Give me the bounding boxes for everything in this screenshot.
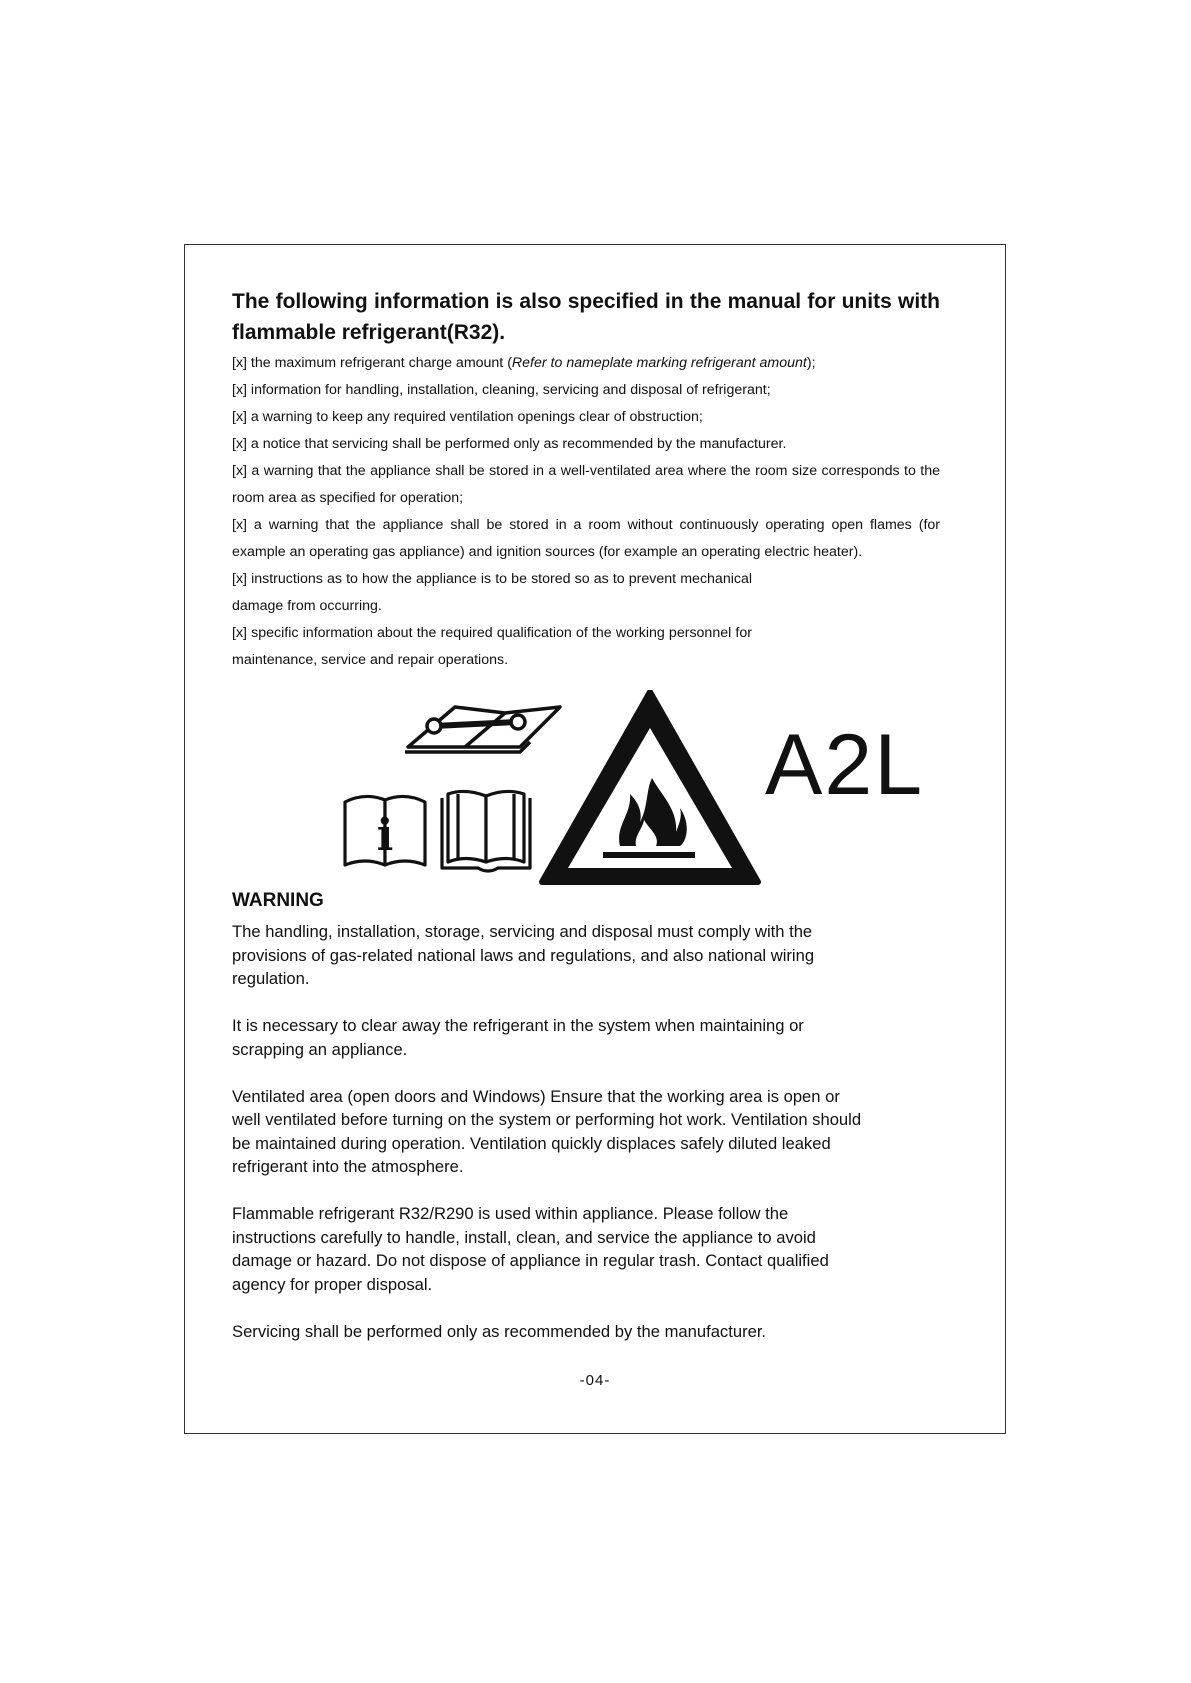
paragraph: Ventilated area (open doors and Windows) Ensure that the working area is open or well ventilated before turning on the system or performing hot work. Ventilation should be maintained during operation. Ventilation quickly displaces safely diluted leaked refrigerant into the atmosphere. [232,1086,862,1176]
info-glyph: i [376,810,394,861]
list-item: [x] a notice that servicing shall be performed only as recommended by the manufacturer. [232,436,787,452]
list-item-italic: Refer to nameplate marking refrigerant amount [511,355,807,371]
list-item [232,350,940,377]
list-item: [x] a warning that the appliance shall be stored in a well-ventilated area where the room size corresponds to the room area as specified for operation; [232,463,940,506]
section-heading: The following information is also specified in the manual for units with flammable refrigerant(R32). [232,290,940,344]
page-number: -04- [579,1372,611,1389]
requirements-list [232,350,940,674]
list-item: [x] a warning to keep any required ventilation openings clear of obstruction; [232,409,703,425]
list-item: [x] specific information about the required qualification of the working personnel for maintenance, service and repair operations. [232,625,752,668]
open-book-icon [442,791,530,871]
list-item: [x] instructions as to how the appliance is to be stored so as to prevent mechanical damage from occurring. [232,571,752,614]
list-item: [x] information for handling, installation, cleaning, servicing and disposal of refrigerant; [232,382,771,398]
paragraph: It is necessary to clear away the refrigerant in the system when maintaining or scrapping an appliance. [232,1016,804,1059]
list-item-suffix: ); [806,355,816,371]
paragraph: Flammable refrigerant R32/R290 is used within appliance. Please follow the instructions carefully to handle, install, clean, and service the appliance to avoid damage or hazard. Do not dispose of appliance in regular trash. Contact qualified agency for proper disposal. [232,1204,829,1294]
warning-body [232,920,872,1367]
wrench-book-icon [405,707,560,752]
paragraph: Servicing shall be performed only as recommended by the manufacturer. [232,1321,767,1341]
warning-title: WARNING [232,890,324,911]
list-item: [x] a warning that the appliance shall be stored in a room without continuously operating open flames (for example an operating gas appliance) and ignition sources (for example an operating electric heater). [232,517,940,560]
flammable-warning-triangle-icon [542,692,758,882]
paragraph: The handling, installation, storage, servicing and disposal must comply with the provisions of gas-related national laws and regulations, and also national wiring regulation. [232,922,815,988]
class-label: A2L [765,717,925,813]
list-item-prefix: [x] the maximum refrigerant charge amount ( [232,355,512,371]
